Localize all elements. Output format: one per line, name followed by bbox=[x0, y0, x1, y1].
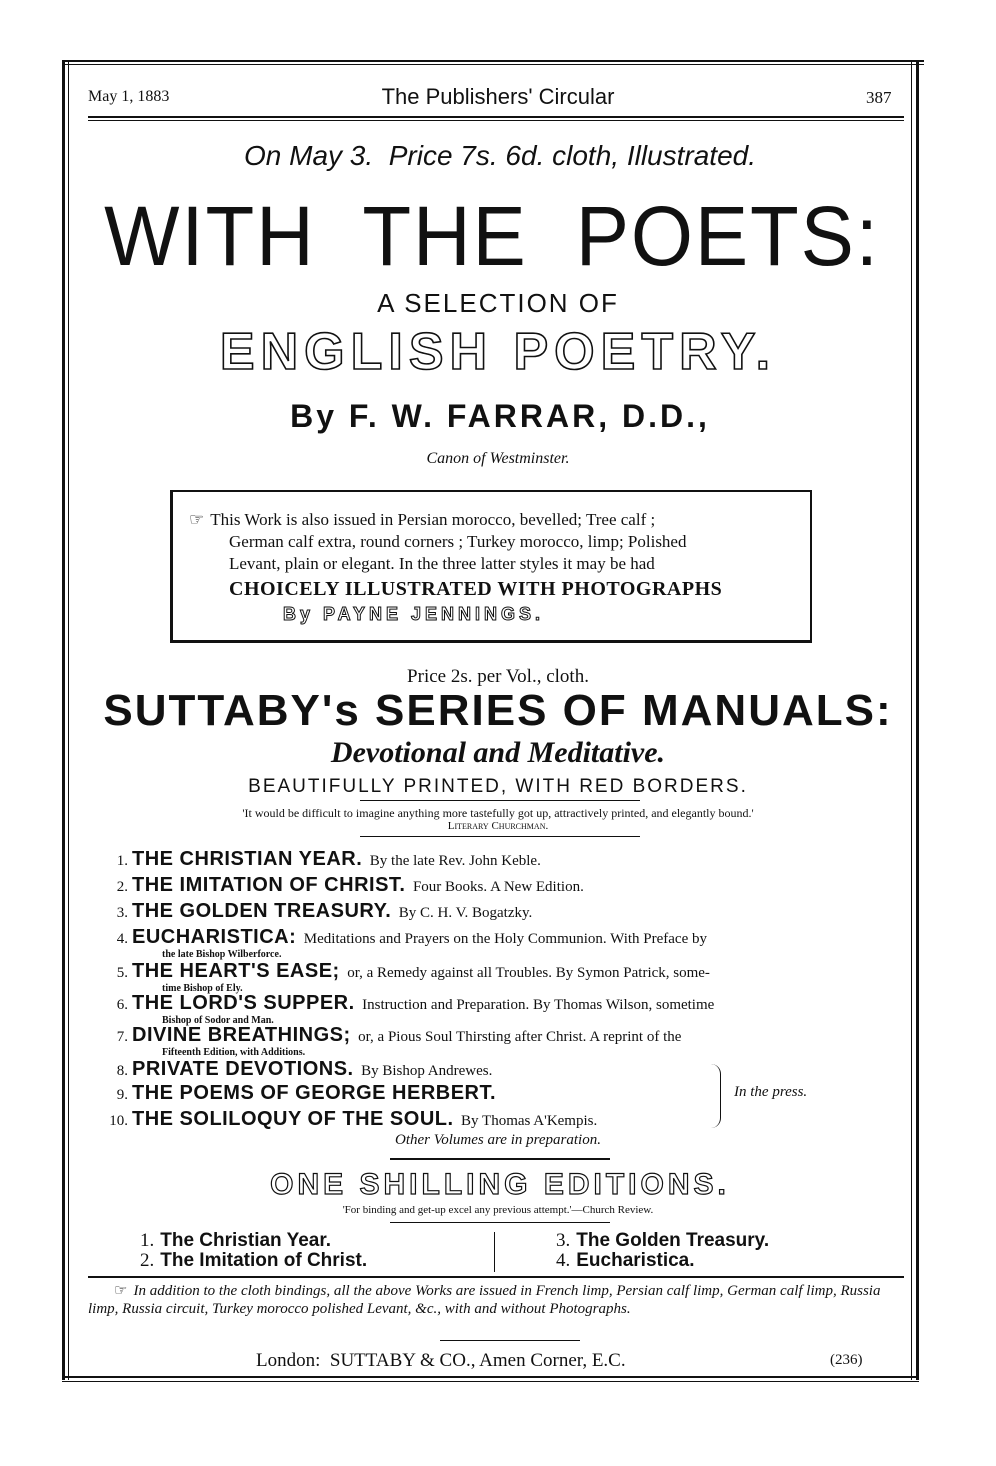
frame-bottom bbox=[62, 1376, 919, 1378]
item-title: EUCHARISTICA: bbox=[132, 926, 297, 948]
editions-quote-rule bbox=[390, 1222, 610, 1223]
item-desc: By the late Rev. John Keble. bbox=[369, 853, 541, 869]
item-desc: or, a Remedy against all Troubles. By Symon Patrick, some- bbox=[347, 965, 710, 981]
box-line-2: German calf extra, round corners ; Turkey morocco, limp; Polished bbox=[229, 532, 687, 551]
item-number: 2. bbox=[116, 879, 128, 895]
frame-right-2 bbox=[911, 60, 912, 1380]
item-number: 10. bbox=[109, 1113, 128, 1129]
item-title: THE CHRISTIAN YEAR. bbox=[132, 848, 363, 870]
edition-title: The Christian Year. bbox=[160, 1230, 331, 1251]
item-number: 8. bbox=[116, 1063, 128, 1079]
frame-left bbox=[62, 60, 65, 1380]
item-number: 9. bbox=[116, 1087, 128, 1103]
edition-item bbox=[556, 1230, 769, 1252]
other-volumes: Other Volumes are in preparation. bbox=[395, 1132, 601, 1148]
list-item bbox=[104, 926, 886, 960]
item-desc: Meditations and Prayers on the Holy Communion. With Preface by bbox=[303, 931, 708, 947]
edition-title: The Imitation of Christ. bbox=[160, 1250, 368, 1271]
item-desc: Four Books. A New Edition. bbox=[412, 879, 584, 895]
pointing-hand-icon: ☞ bbox=[114, 1283, 128, 1299]
header-page-number: 387 bbox=[866, 88, 892, 107]
series-quote-source: Literary Churchman. bbox=[447, 820, 549, 832]
item-title: THE SOLILOQUY OF THE SOUL. bbox=[132, 1108, 454, 1130]
author-role: Canon of Westminster. bbox=[426, 450, 570, 467]
editions-divider bbox=[494, 1232, 495, 1272]
box-line-1 bbox=[189, 510, 655, 530]
list-item bbox=[104, 876, 886, 896]
box-line-1-text: This Work is also issued in Persian morocco, bevelled; Tree calf ; bbox=[210, 510, 656, 529]
item-title: DIVINE BREATHINGS; bbox=[132, 1024, 351, 1046]
item-title: THE POEMS OF GEORGE HERBERT. bbox=[132, 1082, 497, 1104]
list-rule bbox=[360, 836, 640, 837]
list-item bbox=[104, 1024, 886, 1058]
edition-number: 1. bbox=[140, 1230, 155, 1251]
series-tagline: BEAUTIFULLY PRINTED, WITH RED BORDERS. bbox=[248, 776, 748, 797]
announcement: On May 3. Price 7s. 6d. cloth, Illustrated. bbox=[244, 140, 756, 171]
edition-number: 4. bbox=[556, 1250, 571, 1271]
box-bold-line: CHOICELY ILLUSTRATED WITH PHOTOGRAPHS bbox=[229, 578, 723, 600]
note-rule bbox=[88, 1276, 904, 1278]
publisher-imprint: London: SUTTABY & CO., Amen Corner, E.C. bbox=[256, 1350, 626, 1371]
frame-left-2 bbox=[68, 60, 69, 1380]
item-desc: By Thomas A'Kempis. bbox=[461, 1113, 598, 1129]
item-title: THE LORD'S SUPPER. bbox=[132, 992, 355, 1014]
header-title: The Publishers' Circular bbox=[381, 84, 615, 109]
header-date: May 1, 1883 bbox=[88, 88, 170, 105]
item-number: 7. bbox=[116, 1029, 128, 1045]
bindings-note bbox=[88, 1282, 888, 1318]
footer-rule bbox=[440, 1340, 580, 1341]
series-price: Price 2s. per Vol., cloth. bbox=[407, 666, 589, 687]
in-press-label: In the press. bbox=[734, 1084, 808, 1100]
edition-item bbox=[556, 1250, 695, 1272]
frame-bottom-2 bbox=[62, 1381, 919, 1382]
box-line-3: Levant, plain or elegant. In the three latter styles it may be had bbox=[229, 554, 655, 573]
genre-title: ENGLISH POETRY. bbox=[219, 323, 777, 381]
item-title: THE IMITATION OF CHRIST. bbox=[132, 874, 406, 896]
edition-title: Eucharistica. bbox=[576, 1250, 695, 1271]
frame-right bbox=[916, 60, 919, 1380]
item-title: THE HEART'S EASE; bbox=[132, 960, 340, 982]
item-subline: Fifteenth Edition, with Additions. bbox=[162, 1047, 306, 1058]
item-number: 4. bbox=[116, 931, 128, 947]
author-line: By F. W. FARRAR, D.D., bbox=[290, 398, 710, 434]
header-rule-2 bbox=[88, 120, 904, 121]
item-number: 6. bbox=[116, 997, 128, 1013]
series-title: SUTTABY's SERIES OF MANUALS: bbox=[103, 686, 893, 735]
item-title: PRIVATE DEVOTIONS. bbox=[132, 1058, 354, 1080]
edition-item bbox=[140, 1230, 331, 1252]
item-subline: Bishop of Sodor and Man. bbox=[162, 1015, 274, 1026]
list-item bbox=[104, 1060, 886, 1080]
list-item bbox=[104, 850, 886, 870]
bindings-note-text: In addition to the cloth bindings, all the above Works are issued in French limp, Persian calf limp, German calf limp, Russia limp, Russia circuit, Turkey morocco polished Levant, &c., with and without Photographs. bbox=[88, 1283, 881, 1317]
item-number: 1. bbox=[116, 853, 128, 869]
advert-reference: (236) bbox=[830, 1352, 863, 1368]
editions-title: ONE SHILLING EDITIONS. bbox=[270, 1168, 730, 1201]
list-item bbox=[104, 992, 886, 1026]
list-item bbox=[104, 960, 886, 994]
item-number: 3. bbox=[116, 905, 128, 921]
frame-top bbox=[62, 60, 924, 62]
frame-top-2 bbox=[62, 64, 924, 65]
edition-number: 3. bbox=[556, 1230, 571, 1251]
item-subline: time Bishop of Ely. bbox=[162, 983, 243, 994]
header-rule bbox=[88, 116, 904, 118]
edition-item bbox=[140, 1250, 367, 1272]
list-item bbox=[104, 1110, 886, 1130]
quote-rule bbox=[360, 800, 640, 801]
item-desc: By Bishop Andrewes. bbox=[361, 1063, 493, 1079]
item-title: THE GOLDEN TREASURY. bbox=[132, 900, 392, 922]
series-subtitle: Devotional and Meditative. bbox=[330, 736, 666, 769]
pointing-hand-icon: ☞ bbox=[189, 510, 205, 529]
series-quote: 'It would be difficult to imagine anything more tastefully got up, attractively printed, and elegantly bound.' bbox=[242, 806, 754, 820]
item-number: 5. bbox=[116, 965, 128, 981]
editions-quote: 'For binding and get-up excel any previous attempt.'—Church Review. bbox=[342, 1204, 654, 1216]
item-desc: Instruction and Preparation. By Thomas Wilson, sometime bbox=[362, 997, 715, 1013]
edition-title: The Golden Treasury. bbox=[576, 1230, 770, 1251]
edition-number: 2. bbox=[140, 1250, 155, 1271]
box-by-line: By PAYNE JENNINGS. bbox=[283, 604, 545, 624]
book-subtitle: A SELECTION OF bbox=[377, 288, 619, 318]
book-title: WITH THE POETS: bbox=[104, 189, 880, 283]
item-desc: or, a Pious Soul Thirsting after Christ. A reprint of the bbox=[358, 1029, 682, 1045]
item-subline: the late Bishop Wilberforce. bbox=[162, 949, 282, 960]
list-item bbox=[104, 902, 886, 922]
editions-rule bbox=[390, 1158, 610, 1160]
photo-edition-box bbox=[170, 490, 812, 643]
in-press-brace bbox=[710, 1064, 721, 1128]
item-desc: By C. H. V. Bogatzky. bbox=[398, 905, 533, 921]
